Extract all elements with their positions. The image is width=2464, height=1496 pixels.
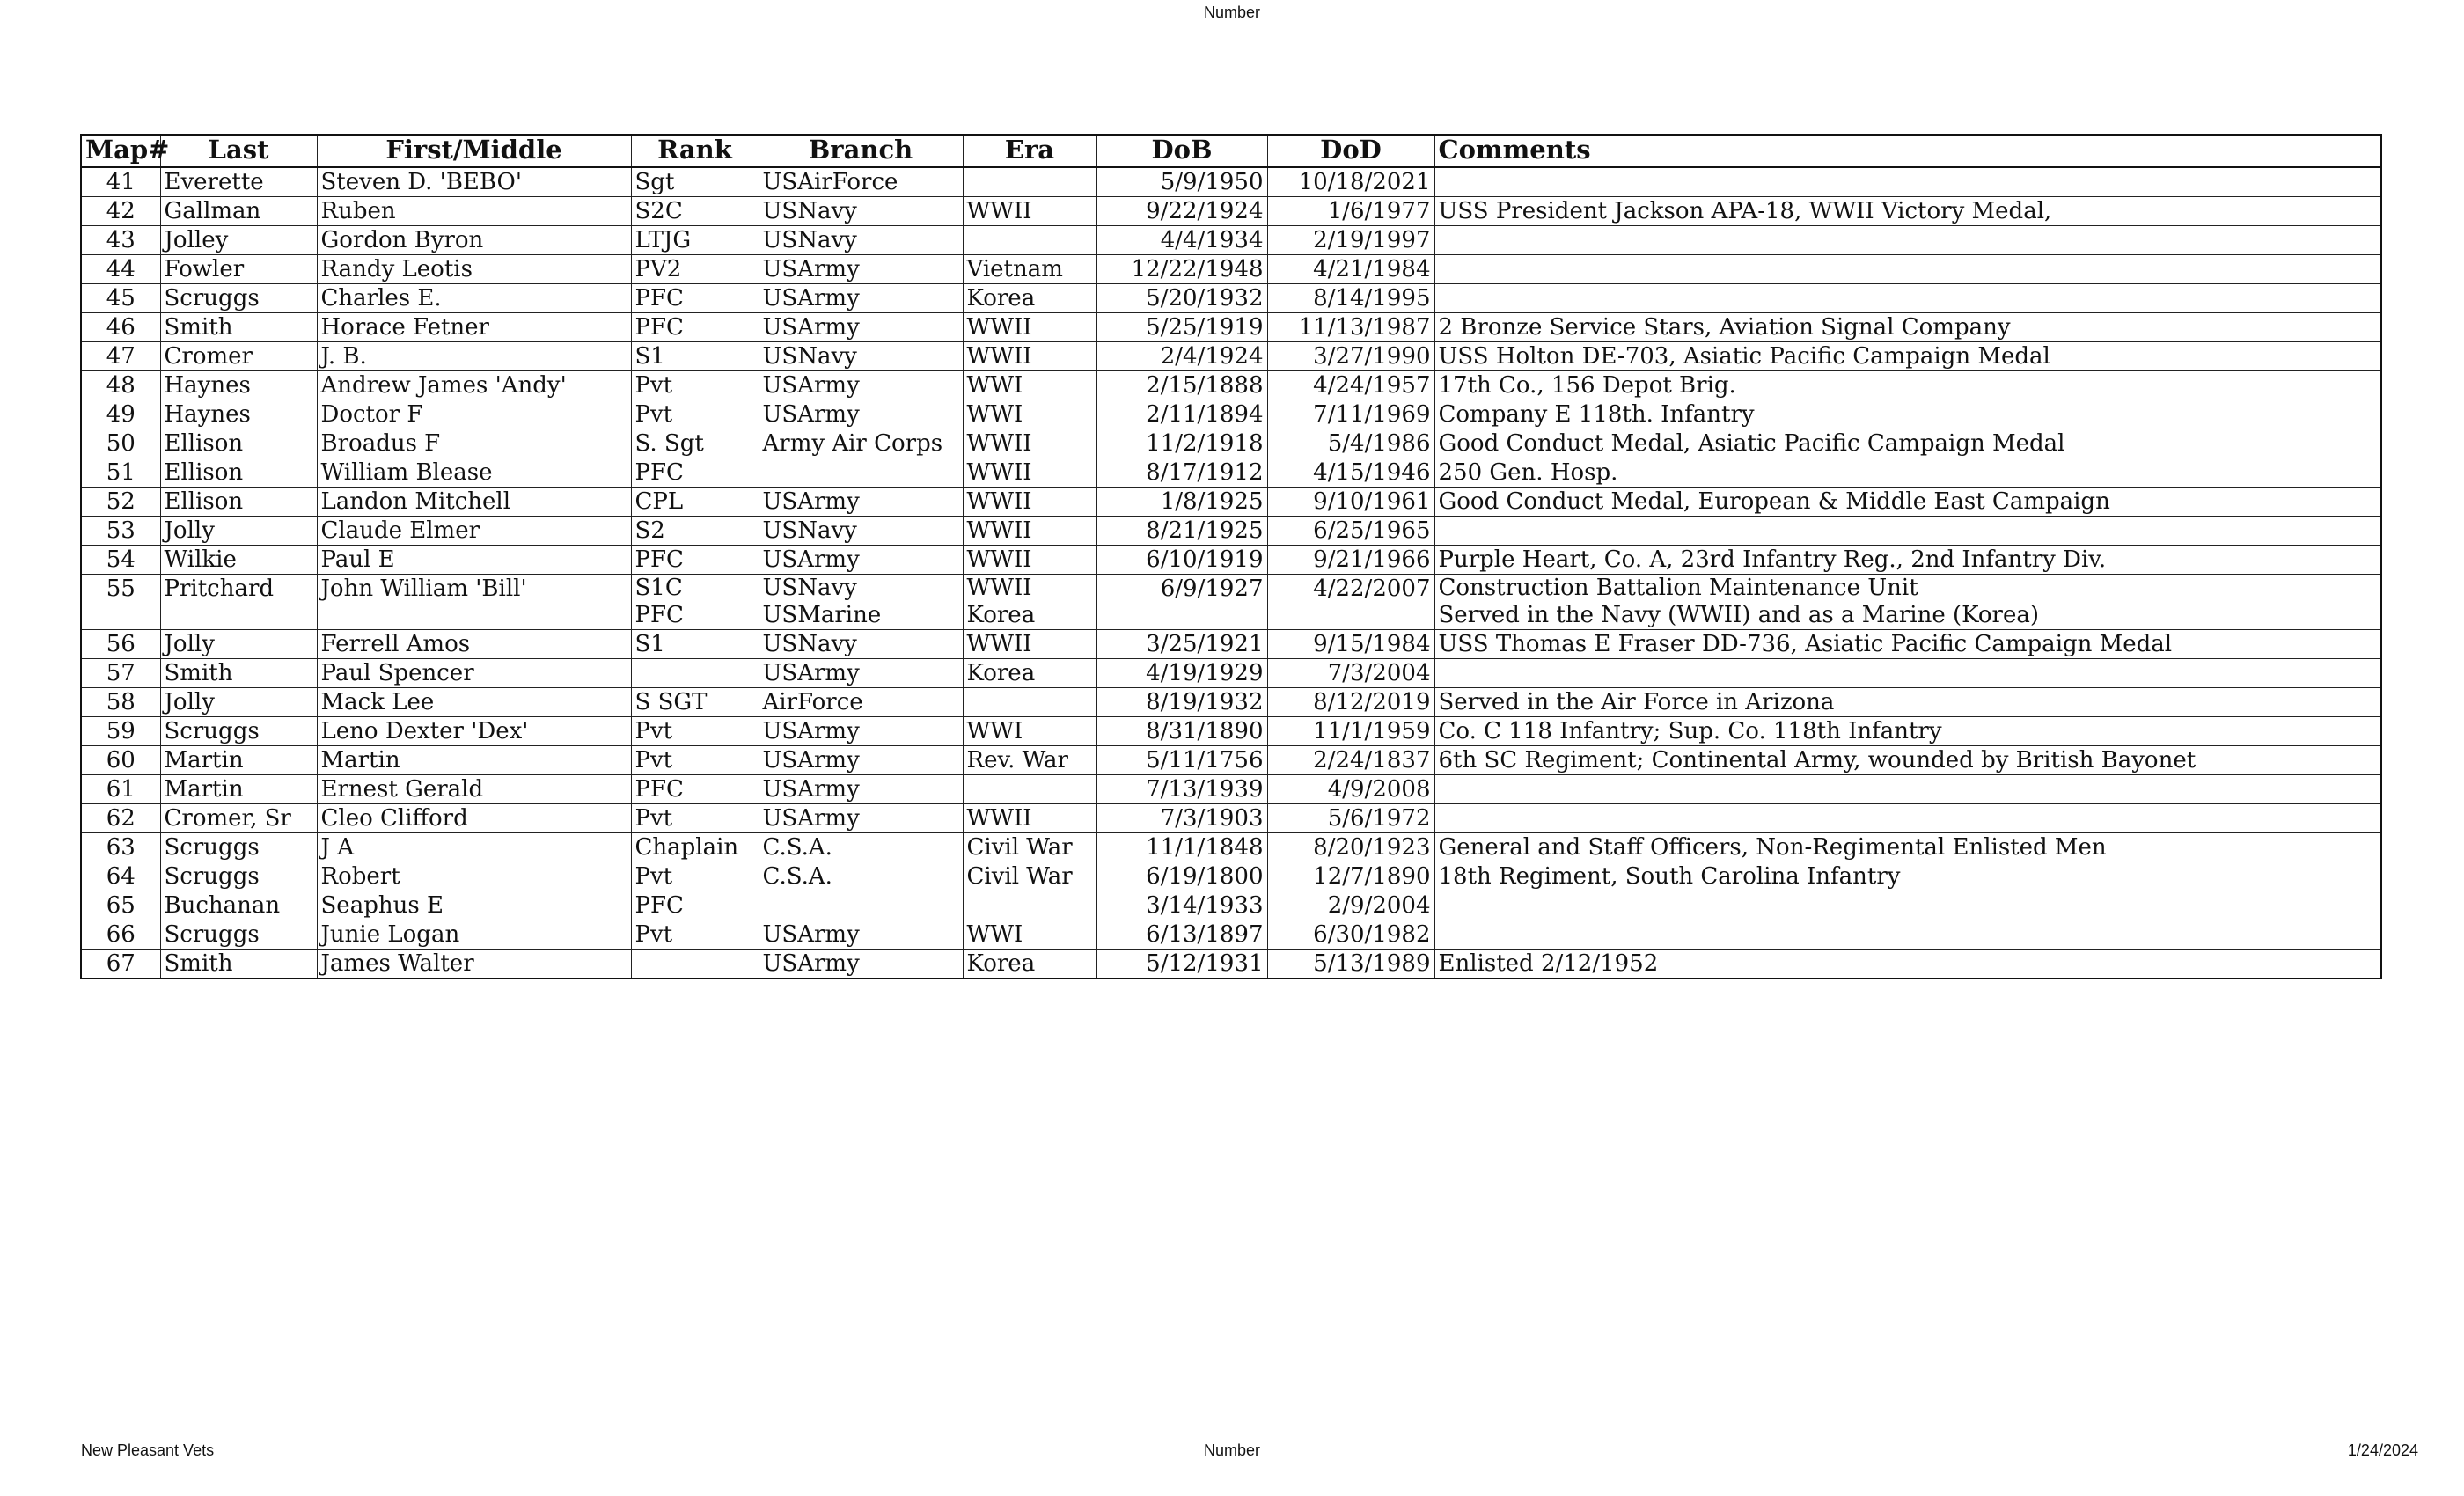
cell-branch: USArmy — [759, 775, 963, 804]
cell-branch: USArmy — [759, 746, 963, 775]
cell-first-middle: Seaphus E — [317, 891, 631, 920]
cell-dod: 2/24/1837 — [1267, 746, 1434, 775]
cell-last: Smith — [160, 659, 317, 688]
table-row — [81, 833, 2381, 862]
cell-map: 44 — [81, 255, 160, 284]
cell-era: WWI — [963, 717, 1096, 746]
cell-dod: 11/1/1959 — [1267, 717, 1434, 746]
cell-map: 42 — [81, 197, 160, 226]
cell-dod: 8/20/1923 — [1267, 833, 1434, 862]
col-header-dod: DoD — [1267, 135, 1434, 167]
cell-era: WWII — [963, 630, 1096, 659]
table-row — [81, 575, 2381, 630]
cell-branch: USArmy — [759, 371, 963, 400]
table-row — [81, 342, 2381, 371]
col-header-last: Last — [160, 135, 317, 167]
cell-map: 45 — [81, 284, 160, 313]
page-header-title: Number — [1203, 4, 1261, 21]
cell-map: 41 — [81, 167, 160, 197]
cell-first-middle: Martin — [317, 746, 631, 775]
cell-branch: Army Air Corps — [759, 429, 963, 458]
cell-rank: CPL — [631, 488, 759, 517]
cell-first-middle: Randy Leotis — [317, 255, 631, 284]
cell-line: USMarine — [762, 602, 882, 628]
cell-last: Jolly — [160, 630, 317, 659]
col-header-comments: Comments — [1434, 135, 2381, 167]
cell-rank: Pvt — [631, 400, 759, 429]
cell-comments: Enlisted 2/12/1952 — [1434, 950, 2381, 979]
cell-rank: Pvt — [631, 371, 759, 400]
cell-first-middle: John William 'Bill' — [317, 575, 631, 630]
cell-last: Pritchard — [160, 575, 317, 630]
cell-first-middle: J A — [317, 833, 631, 862]
cell-last: Fowler — [160, 255, 317, 284]
cell-dod: 4/22/2007 — [1267, 575, 1434, 630]
cell-era: WWI — [963, 371, 1096, 400]
cell-dod: 5/13/1989 — [1267, 950, 1434, 979]
cell-comments: 250 Gen. Hosp. — [1434, 458, 2381, 488]
cell-dob: 4/4/1934 — [1096, 226, 1267, 255]
cell-rank: S SGT — [631, 688, 759, 717]
cell-last: Scruggs — [160, 920, 317, 950]
cell-rank: S1 — [631, 630, 759, 659]
col-header-dob: DoB — [1096, 135, 1267, 167]
cell-comments: Good Conduct Medal, European & Middle East Campaign — [1434, 488, 2381, 517]
cell-comments — [1434, 575, 2381, 630]
cell-line: Construction Battalion Maintenance Unit — [1438, 575, 1918, 601]
cell-rank: PFC — [631, 313, 759, 342]
cell-dod: 4/15/1946 — [1267, 458, 1434, 488]
cell-map: 57 — [81, 659, 160, 688]
cell-last: Everette — [160, 167, 317, 197]
cell-dod: 6/25/1965 — [1267, 517, 1434, 546]
cell-dob: 6/9/1927 — [1096, 575, 1267, 630]
cell-rank: Pvt — [631, 920, 759, 950]
cell-first-middle: Ruben — [317, 197, 631, 226]
cell-map: 61 — [81, 775, 160, 804]
cell-branch: USArmy — [759, 284, 963, 313]
col-header-branch: Branch — [759, 135, 963, 167]
cell-dob: 8/21/1925 — [1096, 517, 1267, 546]
cell-last: Scruggs — [160, 833, 317, 862]
cell-dod: 2/19/1997 — [1267, 226, 1434, 255]
cell-branch: USArmy — [759, 804, 963, 833]
cell-dod: 9/15/1984 — [1267, 630, 1434, 659]
cell-rank: PFC — [631, 284, 759, 313]
cell-rank: PFC — [631, 458, 759, 488]
cell-first-middle: Claude Elmer — [317, 517, 631, 546]
table-header-row — [81, 135, 2381, 167]
cell-dod: 2/9/2004 — [1267, 891, 1434, 920]
cell-dob: 5/12/1931 — [1096, 950, 1267, 979]
cell-last: Cromer — [160, 342, 317, 371]
cell-dod: 9/21/1966 — [1267, 546, 1434, 575]
col-header-map: Map# — [81, 135, 160, 167]
table-row — [81, 659, 2381, 688]
cell-line: S1C — [634, 575, 683, 601]
cell-first-middle: Steven D. 'BEBO' — [317, 167, 631, 197]
cell-comments — [1434, 891, 2381, 920]
cell-dob: 7/13/1939 — [1096, 775, 1267, 804]
cell-rank: Chaplain — [631, 833, 759, 862]
cell-line: PFC — [634, 602, 684, 628]
cell-branch: USArmy — [759, 488, 963, 517]
cell-first-middle: Robert — [317, 862, 631, 891]
cell-branch — [759, 575, 963, 630]
cell-first-middle: Gordon Byron — [317, 226, 631, 255]
cell-comments — [1434, 167, 2381, 197]
cell-map: 52 — [81, 488, 160, 517]
cell-dob: 5/20/1932 — [1096, 284, 1267, 313]
cell-first-middle: William Blease — [317, 458, 631, 488]
cell-comments: USS Holton DE-703, Asiatic Pacific Campaign Medal — [1434, 342, 2381, 371]
cell-branch: USNavy — [759, 517, 963, 546]
col-header-first-middle: First/Middle — [317, 135, 631, 167]
cell-branch: USArmy — [759, 717, 963, 746]
cell-dod: 7/11/1969 — [1267, 400, 1434, 429]
cell-rank — [631, 950, 759, 979]
table-row — [81, 458, 2381, 488]
cell-first-middle: Broadus F — [317, 429, 631, 458]
cell-branch: C.S.A. — [759, 862, 963, 891]
cell-era: WWII — [963, 546, 1096, 575]
cell-comments — [1434, 775, 2381, 804]
cell-last: Jolly — [160, 517, 317, 546]
cell-dod: 1/6/1977 — [1267, 197, 1434, 226]
cell-last: Scruggs — [160, 717, 317, 746]
cell-line: Served in the Navy (WWII) and as a Marine (Korea) — [1438, 602, 2039, 628]
cell-comments — [1434, 517, 2381, 546]
cell-comments: Purple Heart, Co. A, 23rd Infantry Reg., 2nd Infantry Div. — [1434, 546, 2381, 575]
cell-branch — [759, 458, 963, 488]
cell-line: Korea — [966, 602, 1036, 628]
cell-map: 65 — [81, 891, 160, 920]
cell-first-middle: Leno Dexter 'Dex' — [317, 717, 631, 746]
cell-map: 60 — [81, 746, 160, 775]
cell-dob: 8/31/1890 — [1096, 717, 1267, 746]
cell-map: 43 — [81, 226, 160, 255]
cell-dob: 11/1/1848 — [1096, 833, 1267, 862]
cell-map: 50 — [81, 429, 160, 458]
cell-last: Smith — [160, 313, 317, 342]
cell-era: Vietnam — [963, 255, 1096, 284]
cell-last: Ellison — [160, 458, 317, 488]
cell-first-middle: Ernest Gerald — [317, 775, 631, 804]
cell-branch: USNavy — [759, 197, 963, 226]
cell-dob: 6/10/1919 — [1096, 546, 1267, 575]
cell-dob: 9/22/1924 — [1096, 197, 1267, 226]
cell-era: WWII — [963, 458, 1096, 488]
cell-first-middle: Cleo Clifford — [317, 804, 631, 833]
cell-era: WWII — [963, 488, 1096, 517]
cell-era: Civil War — [963, 862, 1096, 891]
cell-era — [963, 575, 1096, 630]
cell-map: 51 — [81, 458, 160, 488]
cell-first-middle: Paul E — [317, 546, 631, 575]
cell-rank: S2 — [631, 517, 759, 546]
cell-map: 53 — [81, 517, 160, 546]
cell-branch: C.S.A. — [759, 833, 963, 862]
cell-dob: 5/25/1919 — [1096, 313, 1267, 342]
cell-map: 66 — [81, 920, 160, 950]
cell-first-middle: James Walter — [317, 950, 631, 979]
cell-rank: S. Sgt — [631, 429, 759, 458]
cell-rank: PV2 — [631, 255, 759, 284]
cell-rank: S2C — [631, 197, 759, 226]
cell-dob: 12/22/1948 — [1096, 255, 1267, 284]
cell-era: WWII — [963, 313, 1096, 342]
page-footer — [0, 1441, 2464, 1463]
cell-map: 46 — [81, 313, 160, 342]
cell-dob: 8/19/1932 — [1096, 688, 1267, 717]
cell-last: Cromer, Sr — [160, 804, 317, 833]
cell-map: 47 — [81, 342, 160, 371]
cell-era: WWI — [963, 400, 1096, 429]
cell-map: 55 — [81, 575, 160, 630]
cell-era: Korea — [963, 950, 1096, 979]
cell-dod: 8/12/2019 — [1267, 688, 1434, 717]
cell-dod: 4/9/2008 — [1267, 775, 1434, 804]
cell-branch: USAirForce — [759, 167, 963, 197]
cell-dob: 6/13/1897 — [1096, 920, 1267, 950]
cell-branch: USArmy — [759, 255, 963, 284]
cell-branch — [759, 891, 963, 920]
table-row — [81, 517, 2381, 546]
table-row — [81, 371, 2381, 400]
cell-branch: USArmy — [759, 313, 963, 342]
cell-dob: 5/9/1950 — [1096, 167, 1267, 197]
cell-map: 49 — [81, 400, 160, 429]
table-row — [81, 775, 2381, 804]
cell-comments: Co. C 118 Infantry; Sup. Co. 118th Infantry — [1434, 717, 2381, 746]
cell-dod: 4/24/1957 — [1267, 371, 1434, 400]
table-row — [81, 920, 2381, 950]
cell-comments: 17th Co., 156 Depot Brig. — [1434, 371, 2381, 400]
cell-dod: 9/10/1961 — [1267, 488, 1434, 517]
col-header-rank: Rank — [631, 135, 759, 167]
cell-comments — [1434, 659, 2381, 688]
table-row — [81, 313, 2381, 342]
table-row — [81, 546, 2381, 575]
cell-first-middle: Doctor F — [317, 400, 631, 429]
table-row — [81, 804, 2381, 833]
cell-map: 62 — [81, 804, 160, 833]
cell-comments — [1434, 804, 2381, 833]
cell-first-middle: J. B. — [317, 342, 631, 371]
cell-era — [963, 891, 1096, 920]
table-row — [81, 891, 2381, 920]
cell-era — [963, 775, 1096, 804]
cell-era — [963, 226, 1096, 255]
cell-last: Jolley — [160, 226, 317, 255]
cell-rank — [631, 575, 759, 630]
cell-branch: USArmy — [759, 400, 963, 429]
table-row — [81, 400, 2381, 429]
cell-comments — [1434, 226, 2381, 255]
cell-map: 48 — [81, 371, 160, 400]
cell-rank: S1 — [631, 342, 759, 371]
cell-dob: 6/19/1800 — [1096, 862, 1267, 891]
cell-rank: Pvt — [631, 746, 759, 775]
table-row — [81, 167, 2381, 197]
table-row — [81, 255, 2381, 284]
cell-rank: PFC — [631, 775, 759, 804]
cell-era: Civil War — [963, 833, 1096, 862]
cell-map: 59 — [81, 717, 160, 746]
cell-dod: 7/3/2004 — [1267, 659, 1434, 688]
cell-era: Korea — [963, 659, 1096, 688]
footer-date: 1/24/2024 — [2347, 1441, 2418, 1459]
cell-dod: 5/6/1972 — [1267, 804, 1434, 833]
cell-dod: 5/4/1986 — [1267, 429, 1434, 458]
cell-comments: 18th Regiment, South Carolina Infantry — [1434, 862, 2381, 891]
cell-line: USNavy — [762, 575, 857, 601]
table-row — [81, 197, 2381, 226]
cell-last: Smith — [160, 950, 317, 979]
cell-dod: 8/14/1995 — [1267, 284, 1434, 313]
cell-dob: 2/11/1894 — [1096, 400, 1267, 429]
table-row — [81, 488, 2381, 517]
cell-dob: 5/11/1756 — [1096, 746, 1267, 775]
cell-first-middle: Paul Spencer — [317, 659, 631, 688]
cell-era: Korea — [963, 284, 1096, 313]
cell-era: Rev. War — [963, 746, 1096, 775]
cell-rank: Sgt — [631, 167, 759, 197]
cell-dod: 3/27/1990 — [1267, 342, 1434, 371]
cell-comments: General and Staff Officers, Non-Regimental Enlisted Men — [1434, 833, 2381, 862]
cell-last: Ellison — [160, 429, 317, 458]
cell-branch: USArmy — [759, 950, 963, 979]
cell-branch: USArmy — [759, 659, 963, 688]
cell-branch: USArmy — [759, 920, 963, 950]
cell-map: 58 — [81, 688, 160, 717]
cell-dob: 8/17/1912 — [1096, 458, 1267, 488]
cell-era: WWII — [963, 429, 1096, 458]
cell-comments — [1434, 920, 2381, 950]
cell-era: WWI — [963, 920, 1096, 950]
cell-dob: 4/19/1929 — [1096, 659, 1267, 688]
cell-first-middle: Landon Mitchell — [317, 488, 631, 517]
cell-dob: 7/3/1903 — [1096, 804, 1267, 833]
cell-rank — [631, 659, 759, 688]
cell-comments — [1434, 284, 2381, 313]
table-body — [81, 167, 2381, 979]
cell-era: WWII — [963, 197, 1096, 226]
cell-comments: USS Thomas E Fraser DD-736, Asiatic Pacific Campaign Medal — [1434, 630, 2381, 659]
cell-branch: USArmy — [759, 546, 963, 575]
cell-dob: 1/8/1925 — [1096, 488, 1267, 517]
table-row — [81, 746, 2381, 775]
cell-line: WWII — [966, 575, 1032, 601]
table-row — [81, 717, 2381, 746]
footer-center-text: Number — [1203, 1441, 1261, 1459]
cell-dod: 4/21/1984 — [1267, 255, 1434, 284]
table-row — [81, 630, 2381, 659]
cell-map: 64 — [81, 862, 160, 891]
table-row — [81, 950, 2381, 979]
cell-first-middle: Andrew James 'Andy' — [317, 371, 631, 400]
cell-branch: USNavy — [759, 226, 963, 255]
veterans-table — [80, 134, 2382, 979]
table-row — [81, 284, 2381, 313]
cell-map: 56 — [81, 630, 160, 659]
cell-last: Scruggs — [160, 284, 317, 313]
cell-last: Scruggs — [160, 862, 317, 891]
cell-rank: LTJG — [631, 226, 759, 255]
cell-era — [963, 167, 1096, 197]
cell-rank: PFC — [631, 546, 759, 575]
cell-branch: AirForce — [759, 688, 963, 717]
cell-rank: PFC — [631, 891, 759, 920]
cell-map: 67 — [81, 950, 160, 979]
cell-era: WWII — [963, 517, 1096, 546]
cell-last: Jolly — [160, 688, 317, 717]
cell-first-middle: Charles E. — [317, 284, 631, 313]
cell-dob: 11/2/1918 — [1096, 429, 1267, 458]
cell-rank: Pvt — [631, 717, 759, 746]
cell-last: Buchanan — [160, 891, 317, 920]
table-row — [81, 862, 2381, 891]
cell-dod: 6/30/1982 — [1267, 920, 1434, 950]
cell-map: 63 — [81, 833, 160, 862]
cell-last: Gallman — [160, 197, 317, 226]
cell-last: Haynes — [160, 400, 317, 429]
cell-comments: Company E 118th. Infantry — [1434, 400, 2381, 429]
cell-last: Wilkie — [160, 546, 317, 575]
cell-last: Haynes — [160, 371, 317, 400]
col-header-era: Era — [963, 135, 1096, 167]
cell-comments: 2 Bronze Service Stars, Aviation Signal Company — [1434, 313, 2381, 342]
cell-first-middle: Mack Lee — [317, 688, 631, 717]
cell-era: WWII — [963, 804, 1096, 833]
cell-era: WWII — [963, 342, 1096, 371]
table-row — [81, 226, 2381, 255]
cell-comments: USS President Jackson APA-18, WWII Victory Medal, — [1434, 197, 2381, 226]
cell-last: Martin — [160, 775, 317, 804]
cell-last: Martin — [160, 746, 317, 775]
cell-map: 54 — [81, 546, 160, 575]
cell-dob: 3/14/1933 — [1096, 891, 1267, 920]
cell-rank: Pvt — [631, 862, 759, 891]
cell-comments — [1434, 255, 2381, 284]
cell-rank: Pvt — [631, 804, 759, 833]
cell-first-middle: Junie Logan — [317, 920, 631, 950]
cell-dob: 3/25/1921 — [1096, 630, 1267, 659]
cell-era — [963, 688, 1096, 717]
cell-comments: 6th SC Regiment; Continental Army, wounded by British Bayonet — [1434, 746, 2381, 775]
cell-comments: Good Conduct Medal, Asiatic Pacific Campaign Medal — [1434, 429, 2381, 458]
cell-first-middle: Horace Fetner — [317, 313, 631, 342]
cell-branch: USNavy — [759, 630, 963, 659]
cell-first-middle: Ferrell Amos — [317, 630, 631, 659]
cell-comments: Served in the Air Force in Arizona — [1434, 688, 2381, 717]
table-row — [81, 429, 2381, 458]
footer-left-text: New Pleasant Vets — [81, 1441, 215, 1459]
cell-dod: 11/13/1987 — [1267, 313, 1434, 342]
cell-dod: 12/7/1890 — [1267, 862, 1434, 891]
cell-branch: USNavy — [759, 342, 963, 371]
cell-dob: 2/15/1888 — [1096, 371, 1267, 400]
cell-last: Ellison — [160, 488, 317, 517]
cell-dod: 10/18/2021 — [1267, 167, 1434, 197]
table-row — [81, 688, 2381, 717]
cell-dob: 2/4/1924 — [1096, 342, 1267, 371]
